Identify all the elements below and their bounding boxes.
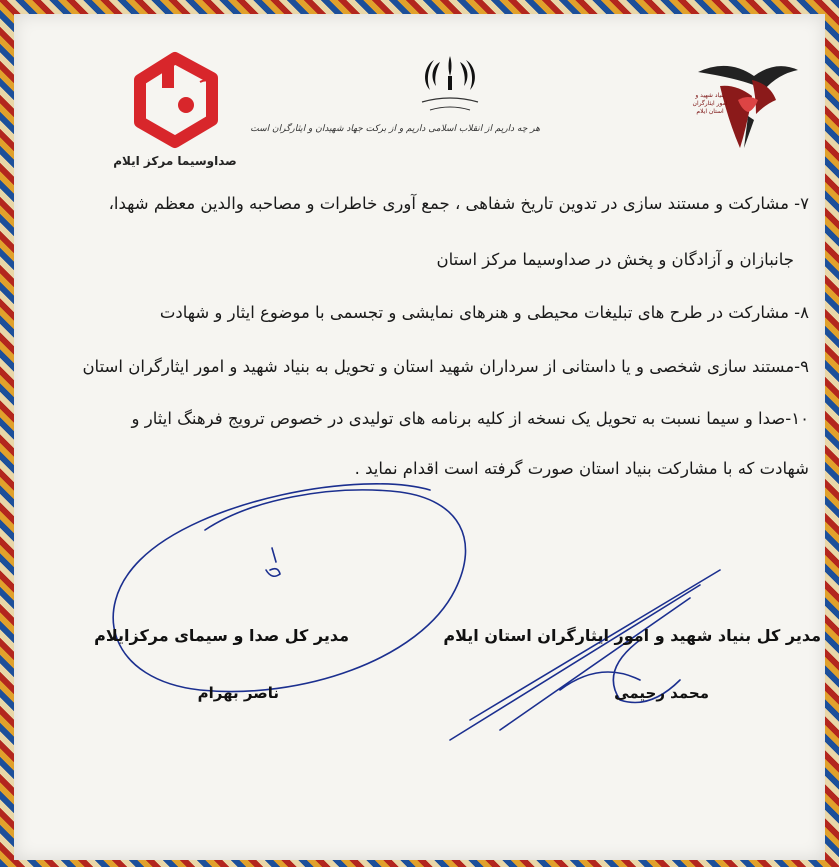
left-signatory-title: مدیر کل صدا و سیمای مرکزایلام [94, 626, 349, 645]
bonyad-logo-caption: بنیاد شهید و امور ایثارگران استان ایلام [692, 92, 728, 115]
bonyad-shahid-logo [690, 50, 800, 160]
clause-10-line-2: شهادت که با مشارکت بنیاد استان صورت گرفته است اقدام نماید . [354, 459, 809, 478]
clause-7-line-2: جانبازان و آزادگان و پخش در صداوسیما مرکز استان [436, 250, 794, 269]
clause-10-line-1: ۱۰-صدا و سیما نسبت به تحویل یک نسخه از کلیه برنامه های تولیدی در خصوص ترویج فرهنگ ایثار و [131, 409, 809, 428]
iran-emblem-icon [370, 50, 530, 122]
clause-7-line-1: ۷- مشارکت و مستند سازی در تدوین تاریخ شفاهی ، جمع آوری خاطرات و مصاحبه والدین معظم شهدا، [108, 194, 809, 213]
iran-emblem [250, 50, 540, 150]
right-signatory-name: محمد رحیمی [614, 684, 709, 702]
clause-8: ۸- مشارکت در طرح های تبلیغات محیطی و هنرهای نمایشی و تجسمی با موضوع ایثار و شهادت [159, 303, 809, 322]
irib-ilam-logo [100, 50, 250, 180]
irib-logo-icon [100, 50, 250, 150]
irib-logo-caption: صداوسیما مرکز ایلام [113, 154, 237, 168]
right-signatory-title: مدیر کل بنیاد شهید و امور ایثارگران استان ایلام [443, 626, 821, 645]
emblem-slogan: هر چه داریم از انقلاب اسلامی داریم و از برکت جهاد شهیدان و ایثارگران است [250, 124, 540, 134]
clause-9: ۹-مستند سازی شخصی و یا داستانی از سرداران شهید استان و تحویل به بنیاد شهید و امور ایثارگران استان [82, 357, 809, 376]
left-signatory-name: ناصر بهرام [197, 684, 279, 702]
